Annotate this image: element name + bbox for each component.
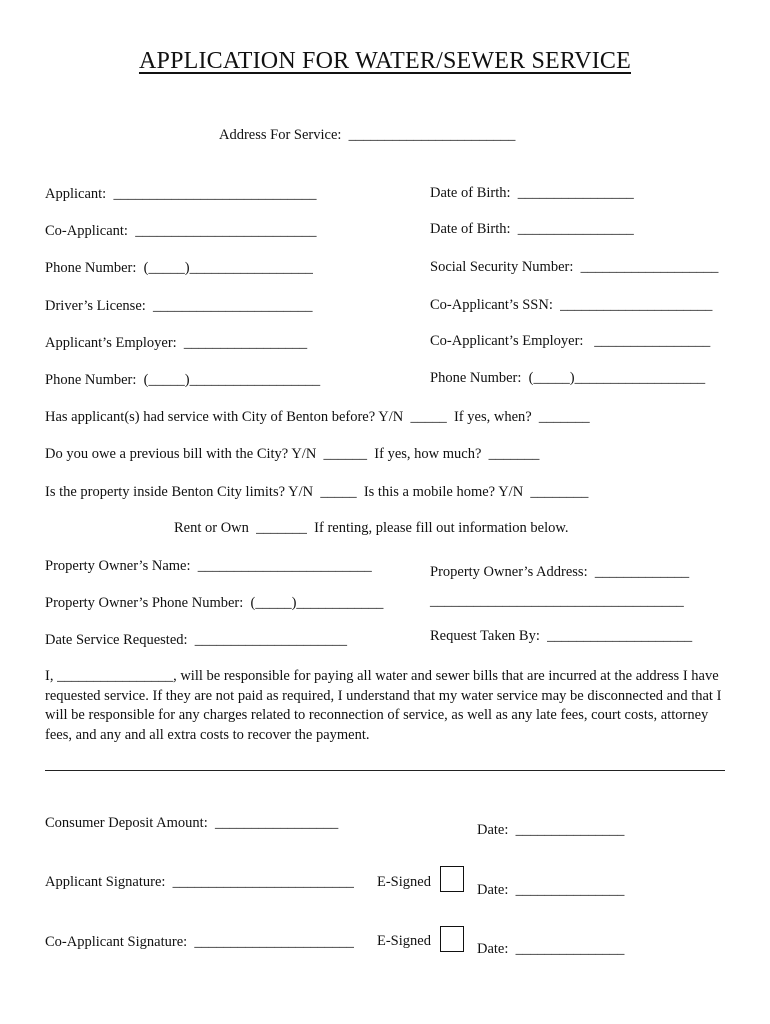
responsibility-statement: I, ________________, will be responsible for paying all water and sewer bills that are incurred at the address I have requested service. If they are not paid as required, I understand that my water service may be disconnected and that I will be responsible for any charges related to reconnection of service, as well as any late fees, court costs, attorney fees, and any and all extra costs to recover the payment. (45, 668, 722, 743)
property-owner-phone-field[interactable]: Property Owner’s Phone Number: (_____)____________ (45, 595, 384, 611)
city-limits-question[interactable]: Is the property inside Benton City limits? Y/N _____ Is this a mobile home? Y/N ________ (45, 484, 589, 500)
property-owner-address-line2[interactable]: ___________________________________ (430, 593, 684, 609)
co-applicant-employer-phone-field[interactable]: Phone Number: (_____)__________________ (430, 370, 706, 386)
applicant-dob-field[interactable]: Date of Birth: ________________ (430, 185, 634, 201)
applicant-signature-field[interactable]: Applicant Signature: _________________________ (45, 874, 354, 890)
prior-service-question[interactable]: Has applicant(s) had service with City of Benton before? Y/N _____ If yes, when? _______ (45, 409, 590, 425)
co-applicant-dob-field[interactable]: Date of Birth: ________________ (430, 221, 634, 237)
consumer-deposit-field[interactable]: Consumer Deposit Amount: _________________ (45, 815, 339, 831)
co-applicant-esigned-label: E-Signed (377, 933, 431, 949)
co-applicant-field[interactable]: Co-Applicant: _________________________ (45, 223, 317, 239)
applicant-esigned-checkbox[interactable] (440, 866, 464, 892)
employer-phone-field[interactable]: Phone Number: (_____)__________________ (45, 372, 321, 388)
applicant-signature-date-field[interactable]: Date: _______________ (477, 882, 625, 898)
service-address-field[interactable]: Address For Service: _______________________ (219, 127, 516, 143)
co-applicant-employer-field[interactable]: Co-Applicant’s Employer: ________________ (430, 333, 711, 349)
form-title: APPLICATION FOR WATER/SEWER SERVICE (138, 48, 631, 74)
request-taken-by-field[interactable]: Request Taken By: ____________________ (430, 628, 693, 644)
deposit-date-field[interactable]: Date: _______________ (477, 822, 625, 838)
co-applicant-esigned-checkbox[interactable] (440, 926, 464, 952)
property-owner-address-field[interactable]: Property Owner’s Address: _____________ (430, 564, 690, 580)
ssn-field[interactable]: Social Security Number: ___________________ (430, 259, 719, 275)
applicant-field[interactable]: Applicant: ____________________________ (45, 186, 317, 202)
property-owner-name-field[interactable]: Property Owner’s Name: ________________________ (45, 558, 372, 574)
phone-number-field[interactable]: Phone Number: (_____)_________________ (45, 260, 313, 276)
drivers-license-field[interactable]: Driver’s License: ______________________ (45, 298, 313, 314)
date-service-requested-field[interactable]: Date Service Requested: _____________________ (45, 632, 348, 648)
applicant-employer-field[interactable]: Applicant’s Employer: _________________ (45, 335, 308, 351)
statement-signature-line (45, 770, 725, 771)
co-applicant-ssn-field[interactable]: Co-Applicant’s SSN: _____________________ (430, 297, 713, 313)
previous-bill-question[interactable]: Do you owe a previous bill with the City? Y/N ______ If yes, how much? _______ (45, 446, 540, 462)
co-applicant-signature-field[interactable]: Co-Applicant Signature: ______________________ (45, 934, 354, 950)
applicant-esigned-label: E-Signed (377, 874, 431, 890)
rent-or-own-field[interactable]: Rent or Own _______ If renting, please fill out information below. (174, 520, 569, 536)
co-applicant-signature-date-field[interactable]: Date: _______________ (477, 941, 625, 957)
